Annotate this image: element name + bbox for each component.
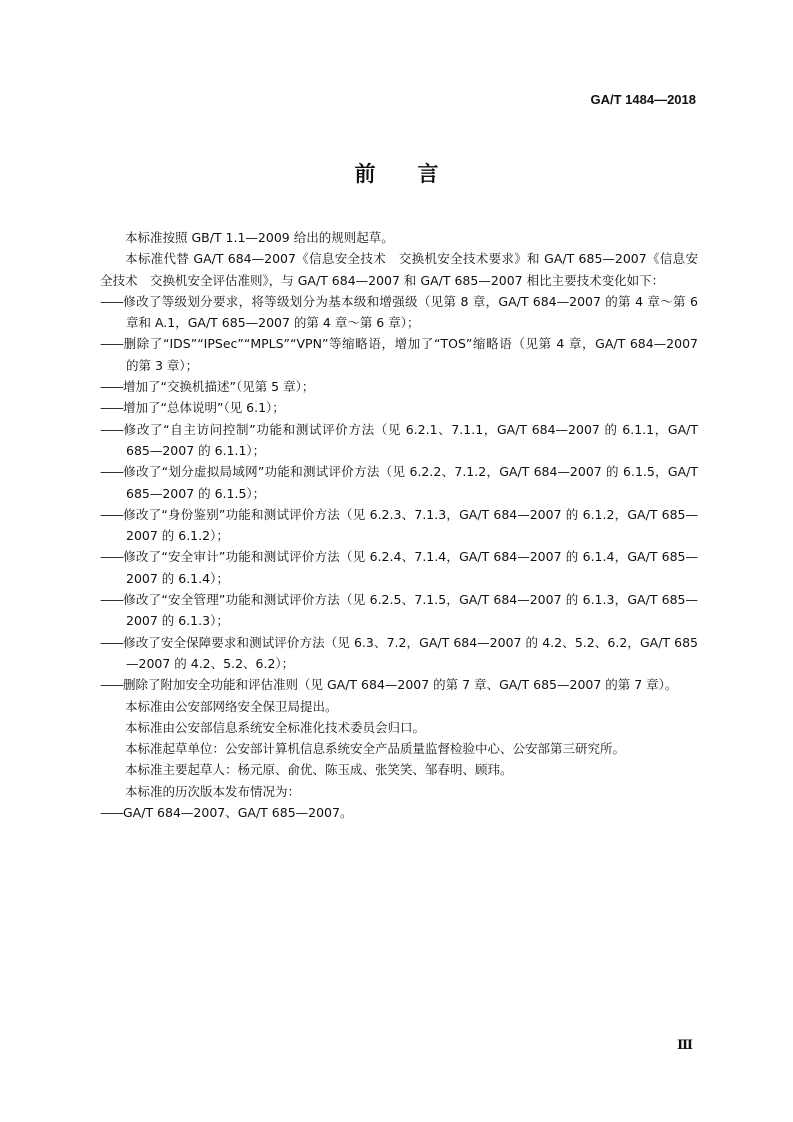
dash-marker: —— (100, 506, 123, 522)
list-item-text: 修改了“身份鉴别”功能和测试评价方法（见 6.2.3、7.1.3，GA/T 684—2007 的 6.1.2，GA/T 685—2007 的 6.1.2）； (123, 506, 698, 544)
dash-marker: —— (100, 634, 123, 650)
dash-marker: —— (100, 400, 123, 416)
dash-marker: —— (100, 805, 123, 821)
dash-marker: —— (100, 677, 123, 693)
list-item (100, 376, 698, 397)
list-item-text: 修改了“划分虚拟局域网”功能和测试评价方法（见 6.2.2、7.1.2，GA/T 684—2007 的 6.1.5，GA/T 685—2007 的 6.1.5）； (123, 464, 698, 501)
list-item (100, 419, 698, 462)
list-item-text: 增加了“总体说明”（见 6.1）； (123, 400, 285, 416)
paragraph: 本标准由公安部信息系统安全标准化技术委员会归口。 (125, 719, 426, 735)
list-item (100, 333, 698, 376)
paragraph: 本标准按照 GB/T 1.1—2009 给出的规则起草。 (125, 230, 394, 245)
paragraph: 本标准代替 GA/T 684—2007《信息安全技术 交换机安全技术要求》和 GA/T 685—2007《信息安全技术 交换机安全评估准则》，与 GA/T 684—2007 和 GA/T 685—2007 相比主要技术变化如下： (100, 251, 698, 288)
paragraph: 本标准起草单位：公安部计算机信息系统安全产品质量监督检验中心、公安部第三研究所。 (125, 741, 626, 757)
page-title: 前言 (354, 162, 481, 186)
list-item-text: 修改了安全保障要求和测试评价方法（见 6.3、7.2，GA/T 684—2007 的 4.2、5.2、6.2，GA/T 685—2007 的 4.2、5.2、6.2）； (123, 634, 698, 671)
list-item-text: 修改了“自主访问控制”功能和测试评价方法（见 6.2.1、7.1.1，GA/T 684—2007 的 6.1.1，GA/T 685—2007 的 6.1.1）； (123, 421, 698, 458)
list-item-text: 删除了附加安全功能和评估准则（见 GA/T 684—2007 的第 7 章、GA/T 685—2007 的第 7 章）。 (123, 677, 678, 693)
list-item (100, 802, 698, 823)
dash-marker: —— (100, 336, 123, 352)
list-item (100, 674, 698, 695)
list-item-text: 修改了“安全管理”功能和测试评价方法（见 6.2.5、7.1.5，GA/T 684—2007 的 6.1.3，GA/T 685—2007 的 6.1.3）； (123, 592, 698, 629)
paragraph: 本标准由公安部网络安全保卫局提出。 (125, 698, 338, 714)
list-item (100, 461, 698, 504)
dash-marker: —— (100, 549, 123, 565)
dash-marker: —— (100, 379, 123, 395)
list-item (100, 632, 698, 675)
foreword-body (100, 227, 698, 823)
list-item (100, 546, 698, 589)
list-item-text: 修改了等级划分要求，将等级划分为基本级和增强级（见第 8 章，GA/T 684—2007 的第 4 章～第 6 章和 A.1，GA/T 685—2007 的第 4 章～第 6 章）； (123, 293, 698, 331)
paragraph: 本标准主要起草人：杨元原、俞优、陈玉成、张笑笑、邹春明、顾玮。 (125, 762, 513, 778)
paragraph: 本标准的历次版本发布情况为： (125, 783, 301, 799)
list-item (100, 397, 698, 418)
standard-number: GA/T 1484—2018 (590, 92, 696, 107)
list-item (100, 504, 698, 547)
list-item (100, 291, 698, 334)
list-item-text: GA/T 684—2007、GA/T 685—2007。 (123, 805, 353, 821)
list-item-text: 删除了“IDS”“IPSec”“MPLS”“VPN”等缩略语，增加了“TOS”缩略语（见第 4 章，GA/T 684—2007 的第 3 章）； (123, 336, 698, 373)
dash-marker: —— (100, 293, 123, 309)
dash-marker: —— (100, 464, 123, 480)
page-number: Ⅲ (677, 1038, 693, 1053)
dash-marker: —— (100, 592, 123, 608)
list-item (100, 589, 698, 632)
list-item-text: 增加了“交换机描述”（见第 5 章）； (123, 379, 315, 395)
list-item-text: 修改了“安全审计”功能和测试评价方法（见 6.2.4、7.1.4，GA/T 684—2007 的 6.1.4，GA/T 685—2007 的 6.1.4）； (123, 549, 698, 586)
dash-marker: —— (100, 421, 123, 437)
